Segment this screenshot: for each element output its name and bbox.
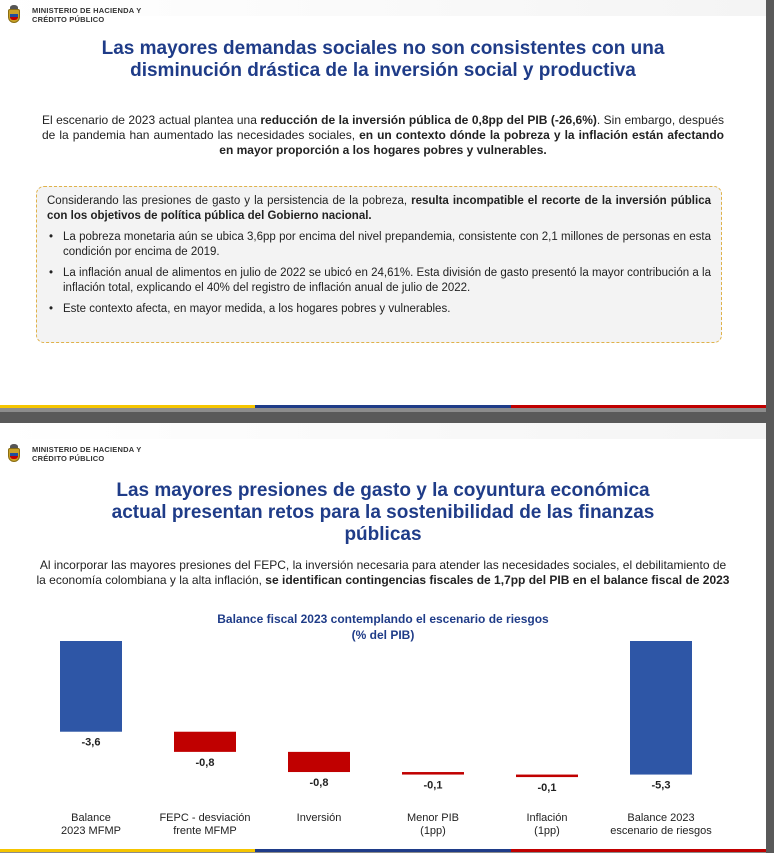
intro-text-mid: . Sin embargo, después de la pandemia han aumentado las necesidades sociales,	[42, 113, 725, 142]
intro-highlight-1: reducción de la inversión pública de 0,8pp del PIB (-26,6%)	[260, 113, 597, 127]
data-label-2: -0,8	[195, 756, 215, 769]
logo-line-1: MINISTERIO DE HACIENDA Y	[32, 6, 142, 15]
flag-stripe	[0, 849, 766, 853]
bar-1	[60, 641, 122, 732]
data-label-4: -0,1	[423, 779, 443, 792]
list-item: • La inflación anual de alimentos en julio de 2022 se ubicó en 24,61%. Esta división de gasto presentó la mayor contribución a la inflación total, explicando el 40% del registro de inflación anual de julio de 2022.	[47, 266, 711, 296]
slide-1	[0, 0, 774, 412]
category-label-line: (1pp)	[534, 825, 560, 837]
category-label-line: frente MFMP	[173, 825, 237, 837]
logo-line-1: MINISTERIO DE HACIENDA Y	[32, 445, 142, 454]
slide-separator	[0, 412, 774, 423]
intro-paragraph	[42, 113, 724, 158]
category-label-3	[259, 812, 379, 825]
category-label-1	[31, 812, 151, 838]
intro-text: Al incorporar las mayores presiones del FEPC, la inversión necesaria para atender las necesidades sociales, el debilitamiento de la economía colombiana y la alta inflación,	[36, 558, 727, 587]
data-label-5: -0,1	[537, 782, 557, 795]
category-label-line: Menor PIB	[407, 812, 459, 824]
intro-highlight: se identifican contingencias fiscales de 1,7pp del PIB en el balance fiscal de 2023	[265, 573, 730, 587]
title-line-1: Las mayores presiones de gasto y la coyuntura económica	[116, 480, 650, 501]
title-line-1: Las mayores demandas sociales no son consistentes con una	[101, 38, 665, 59]
category-label-6	[601, 812, 721, 838]
header-band	[0, 423, 766, 439]
bar-6	[630, 641, 692, 775]
category-label-line: Inflación	[526, 812, 568, 824]
list-item: • La pobreza monetaria aún se ubica 3,6pp por encima del nivel prepandemia, consistente con 2,1 millones de personas en esta condición por encima de 2019.	[47, 230, 711, 260]
coat-of-arms-icon	[4, 4, 24, 26]
data-label-3: -0,8	[309, 777, 329, 790]
logo-line-2: CRÉDITO PÚBLICO	[32, 454, 105, 463]
intro-text: El escenario de 2023 actual plantea una	[42, 113, 261, 127]
category-label-line: (1pp)	[420, 825, 446, 837]
list-item: • Este contexto afecta, en mayor medida, a los hogares pobres y vulnerables.	[47, 302, 711, 317]
bar-5	[516, 775, 578, 778]
title-line-3: públicas	[344, 524, 422, 545]
bullet-list	[47, 230, 711, 317]
callout-lead-text: Considerando las presiones de gasto y la persistencia de la pobreza,	[47, 195, 412, 207]
category-label-line: Inversión	[296, 812, 342, 824]
category-label-line: escenario de riesgos	[610, 825, 712, 837]
bar-3	[288, 752, 350, 772]
category-label-line: FEPC - desviación	[159, 812, 251, 824]
title-line-2: actual presentan retos para la sostenibilidad de las finanzas	[111, 502, 655, 523]
data-label-1: -3,6	[81, 736, 101, 749]
coat-of-arms-icon	[4, 443, 24, 465]
ministry-logo	[4, 4, 141, 26]
category-label-line: 2023 MFMP	[61, 825, 121, 837]
category-label-line: Balance	[71, 812, 111, 824]
chart-title: Balance fiscal 2023 contemplando el escenario de riesgos	[217, 612, 549, 626]
category-label-4	[373, 812, 493, 838]
data-label-6: -5,3	[651, 779, 671, 792]
title-line-2: disminución drástica de la inversión social y productiva	[130, 60, 636, 81]
page-title	[0, 480, 766, 546]
logo-line-2: CRÉDITO PÚBLICO	[32, 15, 105, 24]
intro-paragraph	[36, 558, 730, 588]
flag-stripe	[0, 405, 766, 412]
callout-lead-highlight: resulta incompatible el recorte de la inversión pública con los objetivos de política pública del Gobierno nacional.	[47, 195, 711, 222]
bar-4	[402, 772, 464, 775]
category-label-line: Balance 2023	[627, 812, 695, 824]
ministry-logo	[4, 443, 141, 465]
page-title	[0, 38, 766, 82]
chart-subtitle: (% del PIB)	[351, 628, 415, 642]
category-label-5	[487, 812, 607, 838]
slide-2	[0, 423, 774, 853]
category-label-2	[145, 812, 265, 838]
intro-highlight-2: en un contexto dónde la pobreza y la inflación están afectando en mayor proporción a los hogares pobres y vulnerables.	[219, 128, 725, 157]
bar-2	[174, 732, 236, 752]
callout-box	[36, 186, 722, 343]
callout-lead	[47, 194, 711, 224]
